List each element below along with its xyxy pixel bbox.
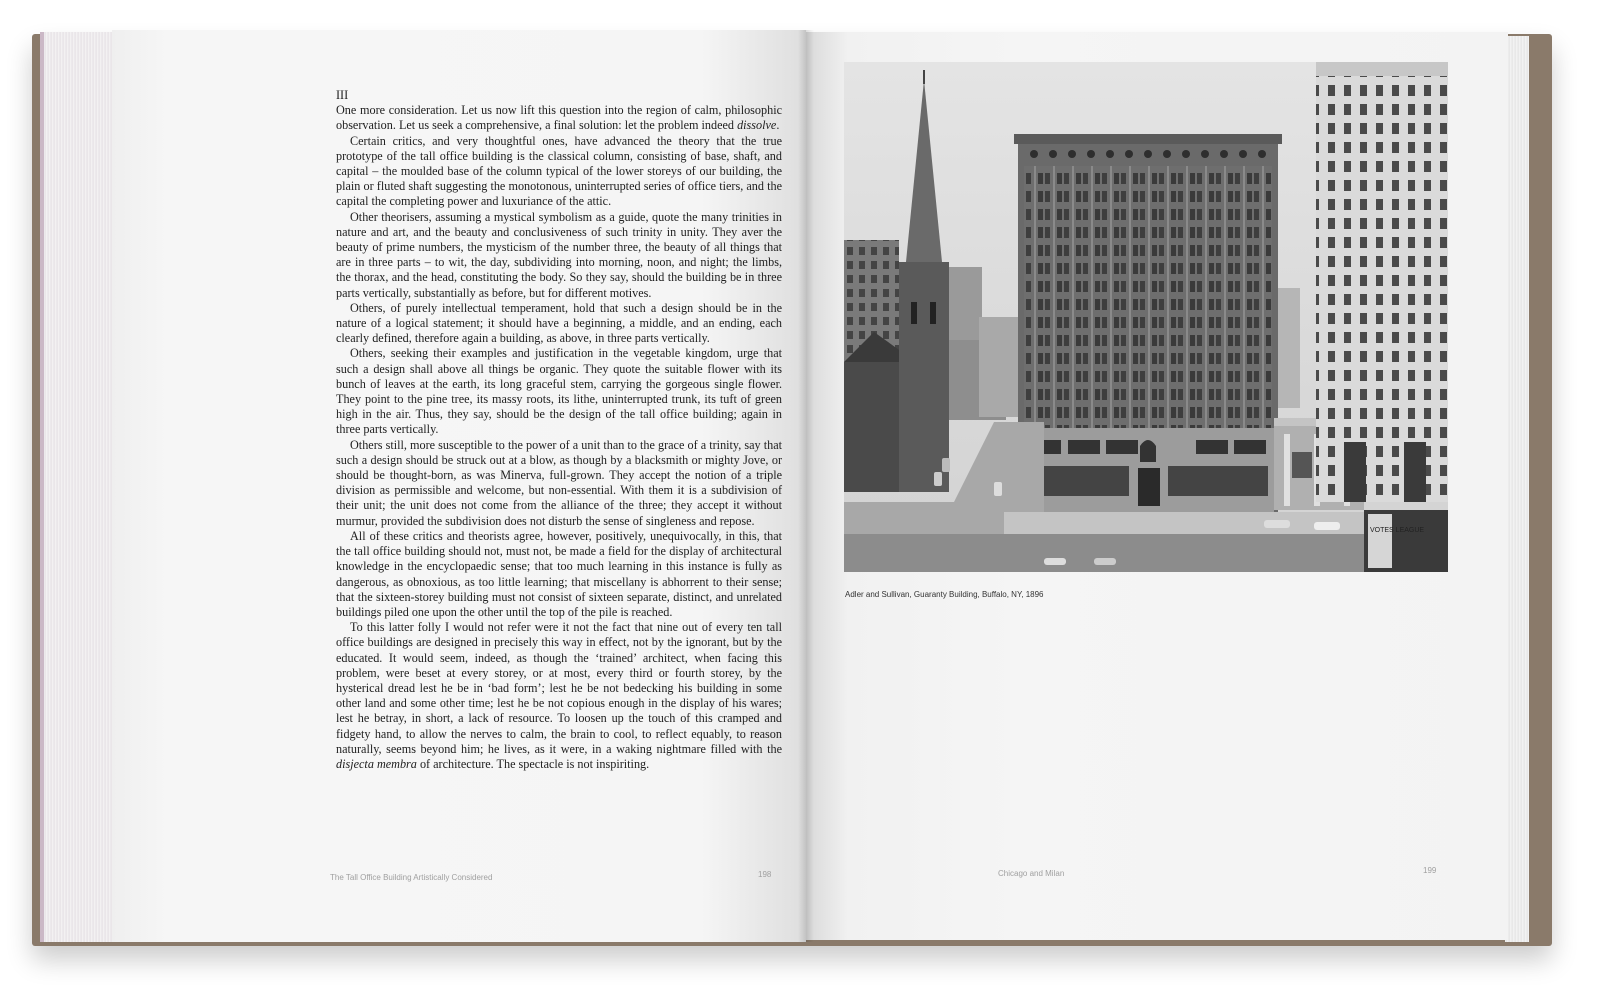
text-fragment: Others still, more susceptible to the power of a unit than to the grace of a trinity, say that such a design should be struck out at a blow, as though by a blacksmith or mighty Jove, or should be thought-born, as was Minerva, full-grown. They accept the notion of a triple division as permissible and welcome, but non-essential. With them it is a subdivision of their unit; the unit does not come from the alliance of the three; they accept it without murmur, provided the subdivision does not disturb the sense of singleness and repose. (336, 437, 782, 528)
running-footer-right: Chicago and Milan (998, 869, 1065, 878)
paragraph (336, 103, 782, 133)
text-fragment: Others, seeking their examples and justification in the vegetable kingdom, urge that such a design shall above all things be organic. They quote the suitable flower with its bunch of leaves at the earth, its long graceful stem, carrying the gorgeous single flower. They point to the pine tree, its massy roots, its lithe, uninterrupted trunk, its tuft of green high in the air. Thus, they say, should be the design of the tall office building; again in three parts vertically. (336, 346, 782, 437)
running-footer-left: The Tall Office Building Artistically Considered (330, 873, 493, 882)
text-fragment: Other theorisers, assuming a mystical symbolism as a guide, quote the many trinities in nature and art, and the beauty and conclusiveness of such trinity in unity. They aver the beauty of prime numbers, the mysticism of the number three, the beauty of all things that are in three parts – to wit, the day, subdividing into morning, noon, and night; the limbs, the thorax, and the head, constituting the body. So they say, should the building be in three parts vertically, substantially as before, but for different motives. (336, 209, 782, 300)
paragraph (336, 210, 782, 301)
paragraph (336, 346, 782, 437)
text-fragment: Others, of purely intellectual temperament, hold that such a design should be in the nature of a logical statement; it should have a beginning, a middle, and an ending, each clearly defined, therefore again a building, as above, in three parts vertically. (336, 300, 782, 346)
page-edges-right (1505, 36, 1529, 942)
text-fragment: Certain critics, and very thoughtful ones, have advanced the theory that the true prototype of the tall office building is the classical column, consisting of base, shaft, and capital – the moulded base of the column typical of the lower storeys of our building, the plain or fluted shaft suggesting the monotonous, uninterrupted series of office tiers, and the capital the completing power and luxuriance of the attic. (336, 133, 782, 209)
text-fragment: All of these critics and theorists agree, however, positively, unequivocally, in this, that the tall office building should not, must not, be made a field for the display of architectural knowledge in the encyclopaedic sense; that too much learning in this instance is fully as dangerous, as obnoxious, as too little learning; that miscellany is abhorrent to their sense; that the sixteen-storey building must not consist of sixteen separate, distinct, and unrelated buildings piled one upon the other until the top of the pile is reached. (336, 528, 782, 619)
text-fragment: . (776, 118, 780, 133)
text-fragment: of architecture. The spectacle is not inspiriting. (416, 756, 650, 771)
paragraph (336, 301, 782, 347)
photo-caption: Adler and Sullivan, Guaranty Building, Buffalo, NY, 1896 (845, 590, 1044, 599)
page-number-left: 198 (758, 870, 772, 879)
paragraph (336, 620, 782, 772)
paragraph (336, 529, 782, 620)
photograph-guaranty-building (844, 62, 1448, 572)
page-number-right: 199 (1423, 866, 1437, 875)
paragraph (336, 134, 782, 210)
text-fragment: To this latter folly I would not refer were it not the fact that nine out of every ten tall office buildings are designed in precisely this way in effect, not by the ignorant, but by the educated. It would seem, indeed, as though the ‘trained’ architect, when facing this problem, were beset at every storey, or at most, every third or fourth storey, by the hysterical dread lest he be in ‘bad form’; lest he be not bedecking his building in some other land and some other time; lest he be not copious enough in the display of his wares; lest he betray, in short, a lack of resource. To loosen up the touch of this cramped and fidgety hand, to allow the nerves to calm, the brain to cool, to reflect equably, to reason naturally, seems beyond him; he lives, as it were, in a waking nightmare filled with the (336, 620, 782, 756)
italic-phrase: disjecta membra (336, 756, 417, 771)
section-numeral: III (336, 88, 349, 102)
paragraph (336, 438, 782, 529)
text-fragment: One more consideration. Let us now lift this question into the region of calm, philosophic observation. Let us seek a comprehensive, a final solution: let the problem indeed (336, 103, 782, 133)
photo-sign-text: VOTES LEAGUE (1370, 527, 1425, 534)
book-gutter (798, 30, 814, 942)
italic-phrase: dissolve (737, 118, 777, 133)
body-text (336, 88, 782, 772)
